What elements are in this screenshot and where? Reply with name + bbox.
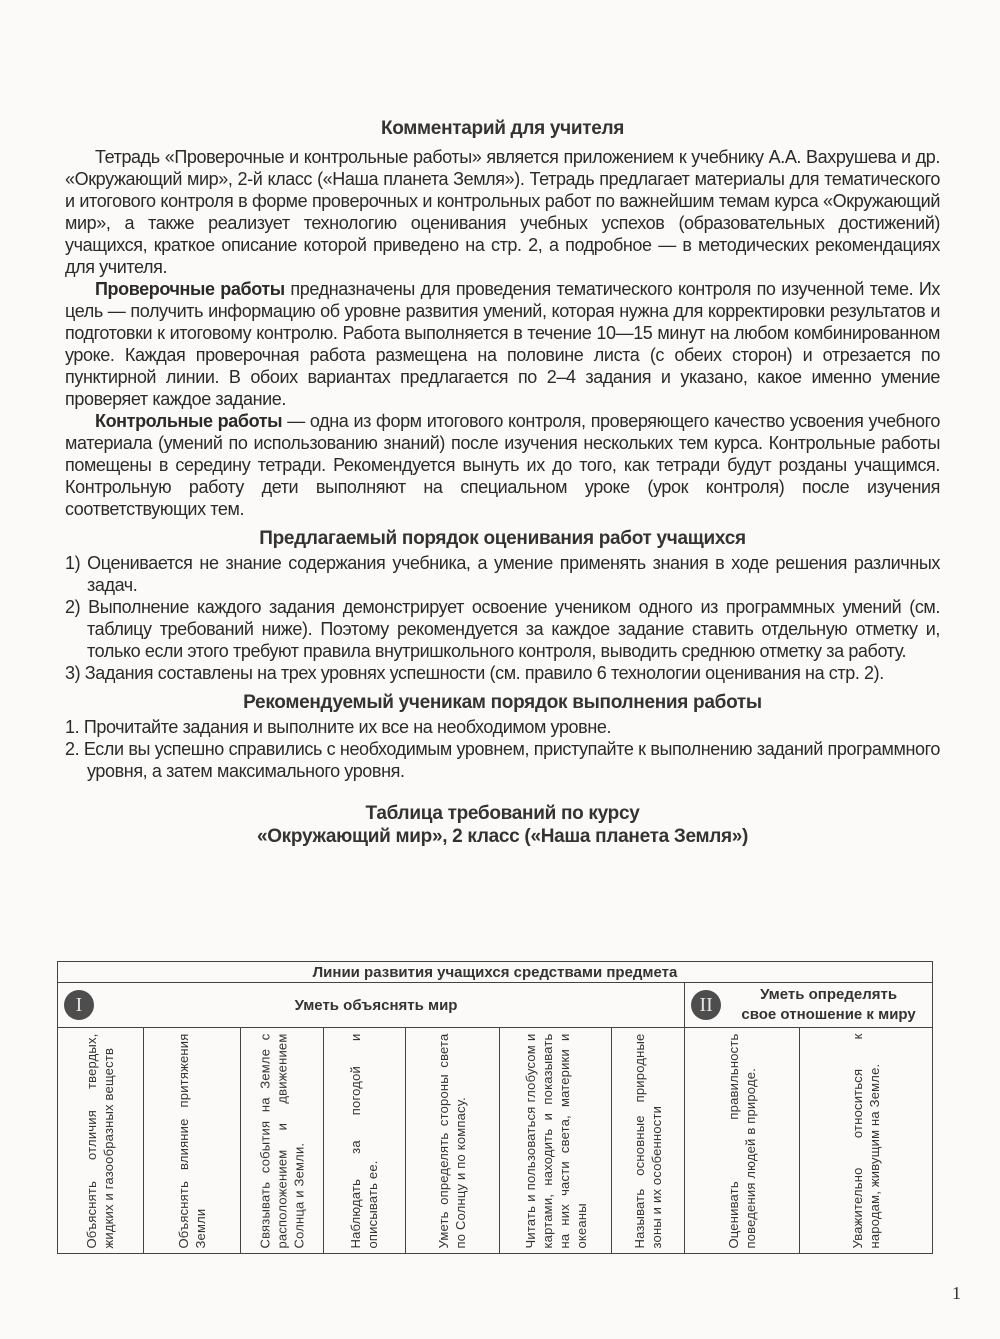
- checking-works-text: предназначены для проведения тематического контроля по изученной теме. Их цель — получить информацию об уровне развития умений, которая нужна для корректировки результатов и подготовки к итоговому контролю. Работа выполняется в течение 10—15 минут на любом комбинированном уроке. Каждая проверочная работа размещена на половине листа (с обеих сторон) и отрезается по пунктирной линии. В обоих вариантах предлагается по 2–4 задания и указано, какое именно умение проверяет каждое задание.: [65, 279, 940, 409]
- grading-item: 2) Выполнение каждого задания демонстрирует освоение учеником одного из программных умений (см. таблицу требований ниже). Поэтому рекомендуется за каждое задание ставить отдельную отметку и, только если этого требуют правила внутришкольного контроля, выводить среднюю отметку за работу.: [65, 597, 940, 661]
- skill-cell: [500, 1028, 612, 1254]
- comment-paragraph-2: [65, 278, 940, 410]
- skill-cell: [143, 1028, 240, 1254]
- skill-cell: [800, 1028, 933, 1254]
- table-title-line-1: Таблица требований по курсу: [365, 803, 640, 824]
- checking-works-term: Проверочные работы: [95, 279, 285, 299]
- grading-item: 1) Оценивается не знание содержания учебника, а умение применять знания в ходе решения различных задач.: [65, 553, 940, 595]
- skill-text: Связывать события на Земле с расположением и движением Солнца и Земли.: [257, 1033, 307, 1248]
- development-lines-header: Линии развития учащихся средствами предмета: [58, 962, 933, 983]
- student-order-item: 1. Прочитайте задания и выполните их все на необходимом уровне.: [65, 717, 612, 737]
- skill-text: Объяснять отличия твердых, жидких и газообразных веществ: [84, 1033, 117, 1248]
- group-2-label-line-2: свое отношение к миру: [741, 1006, 916, 1023]
- group-2-label-line-1: Уметь определять: [760, 986, 898, 1003]
- skill-text: Уметь определять стороны света по Солнцу и по компасу.: [436, 1033, 469, 1248]
- student-order-list: [65, 716, 940, 782]
- skill-text: Читать и пользоваться глобусом и картами, находить и показывать на них части света, материки и океаны: [522, 1033, 589, 1248]
- comment-title: Комментарий для учителя: [380, 118, 625, 139]
- roman-numeral-1-icon: I: [64, 990, 94, 1020]
- skill-text: Объяснять влияние притяжения Земли: [175, 1033, 208, 1248]
- table-title-line-2: «Окружающий мир», 2 класс («Наша планета Земля»): [256, 826, 749, 847]
- student-order-item: 2. Если вы успешно справились с необходимым уровнем, приступайте к выполнению заданий программного уровня, а затем максимального уровня.: [65, 739, 940, 781]
- skill-cell: [612, 1028, 685, 1254]
- student-order-title: Рекомендуемый ученикам порядок выполнения работы: [243, 692, 762, 713]
- skill-cell: [685, 1028, 800, 1254]
- skill-text: Наблюдать за погодой и описывать ее.: [348, 1033, 381, 1248]
- skill-cell: [240, 1028, 323, 1254]
- page-content: [65, 118, 940, 848]
- skill-cell: [58, 1028, 144, 1254]
- control-works-text: — одна из форм итогового контроля, проверяющего качество усвоения учебного материала (умений по использованию знаний) после изучения нескольких тем курса. Контрольные работы помещены в середину тетради. Рекомендуется вынуть их до того, как тетради будут розданы учащимся. Контрольную работу дети выполняют на специальном уроке (урок контроля) после изучения соответствующих тем.: [65, 411, 940, 519]
- group-explain-world: [58, 983, 685, 1028]
- skill-text: Оценивать правильность поведения людей в природе.: [726, 1033, 759, 1248]
- group-2-label: [685, 985, 932, 1025]
- group-attitude-to-world: [685, 983, 933, 1028]
- table-title: [65, 802, 940, 848]
- grading-title: Предлагаемый порядок оценивания работ учащихся: [259, 528, 746, 549]
- requirements-table: [57, 961, 933, 1254]
- page-number: 1: [952, 1283, 961, 1303]
- skill-cell: [405, 1028, 500, 1254]
- grading-list: [65, 552, 940, 684]
- skill-text: Называть основные природные зоны и их особенности: [632, 1033, 665, 1248]
- control-works-term: Контрольные работы: [95, 411, 283, 431]
- grading-item: 3) Задания составлены на трех уровнях успешности (см. правило 6 технологии оценивания на стр. 2).: [65, 663, 884, 683]
- comment-paragraph-3: [65, 410, 940, 520]
- skill-cell: [323, 1028, 405, 1254]
- comment-paragraph-1: Тетрадь «Проверочные и контрольные работы» является приложением к учебнику А.А. Вахрушева и др. «Окружающий мир», 2-й класс («Наша планета Земля»). Тетрадь предлагает материалы для тематического и итогового контроля в форме проверочных и контрольных работ по важнейшим темам курса «Окружающий мир», а также реализует технологию оценивания учебных успехов (образовательных достижений) учащихся, краткое описание которой приведено на стр. 2, а подробное — в методических рекомендациях для учителя.: [65, 147, 940, 277]
- roman-numeral-2-icon: II: [691, 990, 721, 1020]
- skill-text: Уважительно относиться к народам, живущим на Земле.: [850, 1033, 883, 1248]
- group-1-label: Уметь объяснять мир: [294, 996, 458, 1014]
